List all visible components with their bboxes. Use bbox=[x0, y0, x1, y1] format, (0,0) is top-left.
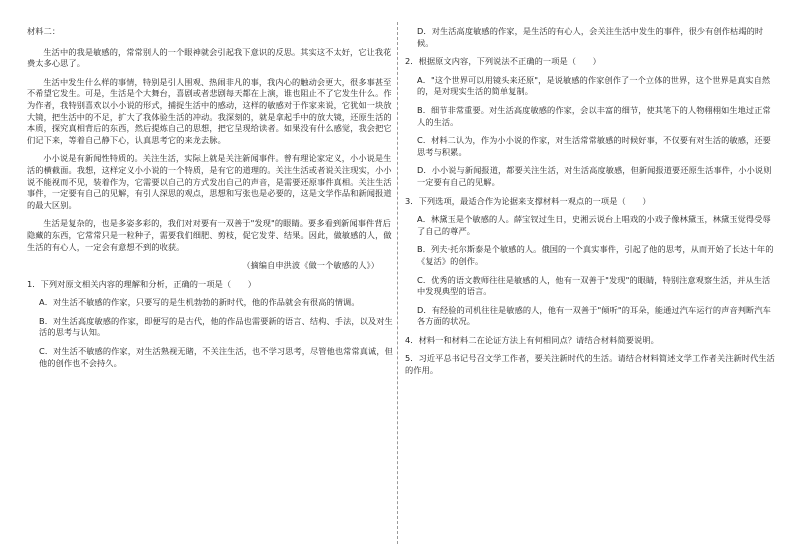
question-2-option-a: A．"这个世界可以用镜头来还原"，是说敏感的作家创作了一个立体的世界，这个世界是真实自然的，是对现实生活的简单复制。 bbox=[417, 74, 771, 97]
right-column bbox=[405, 26, 775, 384]
question-3-option-d: D．有经验的司机往往是敏感的人，他有一双善于"倾听"的耳朵，能通过汽车运行的声音判断汽车各方面的状况。 bbox=[417, 304, 771, 327]
question-3-option-a: A．林黛玉是个敏感的人。薛宝钗过生日，史湘云说台上唱戏的小戏子像林黛玉，林黛玉觉得受辱了自己的尊严。 bbox=[417, 214, 771, 236]
material-paragraph: 小小说是有新闻性特质的。关注生活，实际上就是关注新闻事件。曾有理论家定义，小小说是生活的横截面。我想，这样定义小小说的一个特质，是有它的道理的。关注生活或者说关注现实，小小说不能视而不见，装着作为，它需要以自己的方式发出自己的声音，是需要还原事件真相。关注生活事件，一定要有自己的见解，有引人深思的观点，思想和写张也是必要的，这是文学作品和新闻报道的最大区别。 bbox=[27, 153, 392, 210]
question-4: 4．材料一和材料二在论证方法上有何相同点？请结合材料简要说明。 bbox=[405, 334, 659, 345]
material-source: （摘编自申洪波《做一个敏感的人》） bbox=[242, 260, 379, 271]
question-2-stem: 2．根据原文内容，下列说法不正确的一项是（ ） bbox=[405, 56, 601, 67]
question-2-option-c: C．材料二认为，作为小小说的作家，对生活常常敏感的时候好事，不仅要有对生活的敏感，还要思考与积累。 bbox=[417, 135, 771, 157]
question-3-option-b: B．列夫·托尔斯泰是个敏感的人。俄国的一个真实事件，引起了他的思考，从而开始了长达十年的《复活》的创作。 bbox=[417, 244, 774, 266]
column-divider bbox=[397, 22, 398, 544]
question-1-option-d: D．对生活高度敏感的作家，是生活的有心人，会关注生活中发生的事件，很少有创作枯竭的时候。 bbox=[417, 26, 764, 48]
question-1-stem: 1．下列对原文相关内容的理解和分析，正确的一项是（ ） bbox=[27, 278, 257, 289]
material-paragraph: 生活是复杂的，也是多姿多彩的，我们对对要有一双善于"发现"的眼睛。要多看到新闻事件背后隐藏的东西，它常常只是一粒种子，需要我们细肥、剪枝，促它发芽、结果。因此，做敏感的人，做生活的有心人，一定会有意想不到的收获。 bbox=[27, 218, 392, 252]
material-paragraph: 生活中的我是敏感的，常常别人的一个眼神就会引起我下意识的反思。其实这不太好，它让我花费太多心思了。 bbox=[27, 46, 392, 69]
question-1-option-c: C．对生活不敏感的作家，对生活熟视无睹，不关注生活，也不学习思考，尽管他也常常真诚，但他的创作也不会持久。 bbox=[39, 346, 393, 368]
material-paragraph: 生活中发生什么样的事情，特别是引人围观、热闹非凡的事，我内心的触动会更大，很多事甚至不希望它发生。可是，生活是个大舞台，喜剧或者悲剧每天都在上演，谁也阻止不了它发生什么。作为作者，我特别喜欢以小小说的形式，捕捉生活中的感动，这样的敏感对于作家来说，它犹如一块放大镜，把生活中的不足，扩大了我体验生活的冲动。我深刻的，就是拿起手中的放大镜，还原生活的本质，探究真相背后的东西，然后提炼自己的思想，把它呈现给读者。如果没有什么感觉，我会把它们记下来，等着自己静下心，认真思考它的来龙去脉。 bbox=[27, 76, 392, 145]
question-1-option-a: A．对生活不敏感的作家，只要写的是生机勃勃的新时代，他的作品就会有很高的情调。 bbox=[39, 297, 360, 308]
question-3-option-c: C．优秀的语文教师往往是敏感的人，他有一双善于"发现"的眼睛，特别注意观察生活，并从生活中发现典型的语言。 bbox=[417, 274, 771, 297]
question-5: 5．习近平总书记号召文学工作者，要关注新时代的生活。请结合材料简述文学工作者关注新时代生活的作用。 bbox=[405, 353, 775, 376]
material-heading: 材料二： bbox=[27, 26, 61, 36]
question-3-stem: 3．下列选项，最适合作为论据来支撑材料一观点的一项是（ ） bbox=[405, 195, 651, 206]
question-2-option-d: D．小小说与新闻报道，都要关注生活，对生活高度敏感，但新闻报道要还原生活事件，小小说则一定要有自己的见解。 bbox=[417, 165, 772, 187]
left-column bbox=[27, 26, 393, 376]
question-1-option-b: B．对生活高度敏感的作家，即便写的是古代，他的作品也需要新的语言、结构、手法，以及对生活的思考与认知。 bbox=[39, 315, 393, 338]
question-2-option-b: B．细节非常重要。对生活高度敏感的作家，会以丰富的细节，使其笔下的人物栩栩如生地过正常人的生活。 bbox=[417, 104, 771, 127]
